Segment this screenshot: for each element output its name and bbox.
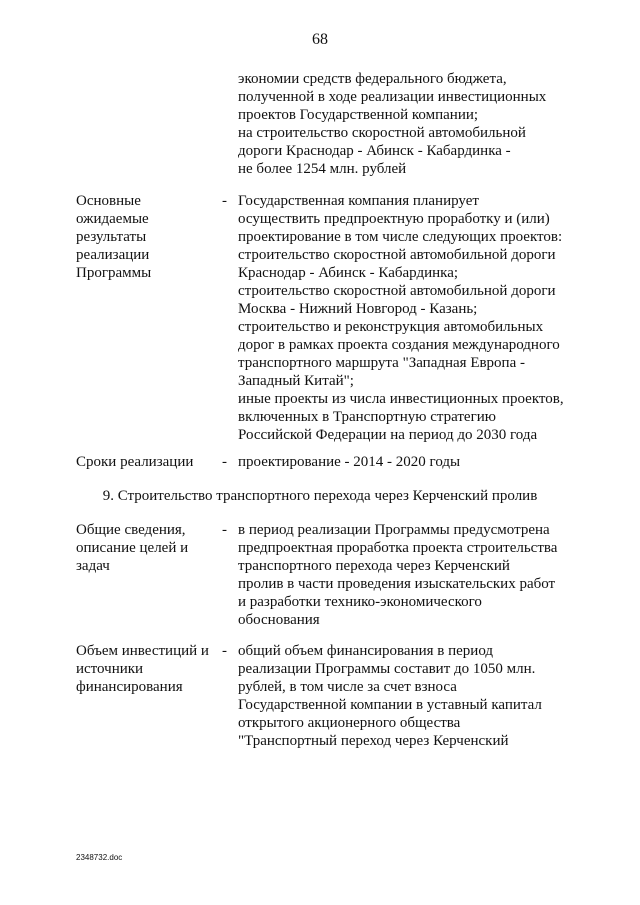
text-line: Российской Федерации на период до 2030 года [238, 427, 538, 443]
text-line: включенных в Транспортную стратегию [238, 409, 496, 425]
text-line: проектирование в том числе следующих проектов: [238, 229, 563, 245]
expected-results-text [238, 192, 618, 444]
separator-dash: - [222, 454, 227, 470]
text-line: предпроектная проработка проекта строительства [238, 540, 558, 556]
timeline-text [238, 453, 618, 471]
investment-label [76, 642, 216, 696]
expected-results-label [76, 192, 216, 282]
text-line: проектов Государственной компании; [238, 107, 479, 123]
label-line: Программы [76, 265, 152, 281]
investment-text [238, 642, 618, 750]
text-line: транспортного маршрута "Западная Европа - [238, 355, 525, 371]
text-line: и разработки технико-экономического [238, 594, 482, 610]
text-line: дорог в рамках проекта создания международного [238, 337, 560, 353]
page-number: 68 [312, 31, 328, 48]
label-line: Основные [76, 193, 141, 209]
file-name-footer: 2348732.doc [76, 853, 123, 862]
text-line: дороги Краснодар - Абинск - Кабардинка - [238, 143, 511, 159]
label-line: источники [76, 661, 144, 677]
text-line: строительство скоростной автомобильной дороги [238, 247, 556, 263]
separator-dash: - [222, 193, 227, 209]
text-line: осуществить предпроектную проработку и (или) [238, 211, 550, 227]
general-info-label [76, 521, 216, 575]
general-info-text [238, 521, 618, 629]
text-line: иные проекты из числа инвестиционных проектов, [238, 391, 564, 407]
text-line: Государственной компании в уставный капитал [238, 697, 542, 713]
text-line: в период реализации Программы предусмотрена [238, 522, 550, 538]
text-line: не более 1254 млн. рублей [238, 161, 407, 177]
label-line: описание целей и [76, 540, 189, 556]
label-line: результаты [76, 229, 147, 245]
text-line: строительство скоростной автомобильной дороги [238, 283, 556, 299]
text-line: Краснодар - Абинск - Кабардинка; [238, 265, 459, 281]
continuation-text [238, 70, 618, 178]
text-line: рублей, в том числе за счет взноса [238, 679, 457, 695]
label-line: реализации [76, 247, 150, 263]
label-line: Общие сведения, [76, 522, 186, 538]
text-line: пролив в части проведения изыскательских работ [238, 576, 556, 592]
label-line: ожидаемые [76, 211, 149, 227]
text-line: Москва - Нижний Новгород - Казань; [238, 301, 478, 317]
text-line: реализации Программы составит до 1050 млн. [238, 661, 536, 677]
label-line: Объем инвестиций и [76, 643, 209, 659]
text-line: экономии средств федерального бюджета, [238, 71, 507, 87]
text-line: Западный Китай"; [238, 373, 354, 389]
text-line: строительство и реконструкция автомобильных [238, 319, 544, 335]
separator-dash: - [222, 643, 227, 659]
text-line: полученной в ходе реализации инвестиционных [238, 89, 547, 105]
label-line: Сроки реализации [76, 454, 194, 470]
section-heading: 9. Строительство транспортного перехода через Керченский пролив [102, 488, 538, 504]
timeline-label [76, 453, 216, 471]
separator-dash: - [222, 522, 227, 538]
label-line: финансирования [76, 679, 183, 695]
text-line: обоснования [238, 612, 320, 628]
label-line: задач [76, 558, 110, 574]
text-line: общий объем финансирования в период [238, 643, 494, 659]
text-line: открытого акционерного общества [238, 715, 461, 731]
text-line: на строительство скоростной автомобильной [238, 125, 526, 141]
text-line: проектирование - 2014 - 2020 годы [238, 454, 461, 470]
text-line: Государственная компания планирует [238, 193, 479, 209]
text-line: "Транспортный переход через Керченский [238, 733, 509, 749]
text-line: транспортного перехода через Керченский [238, 558, 510, 574]
